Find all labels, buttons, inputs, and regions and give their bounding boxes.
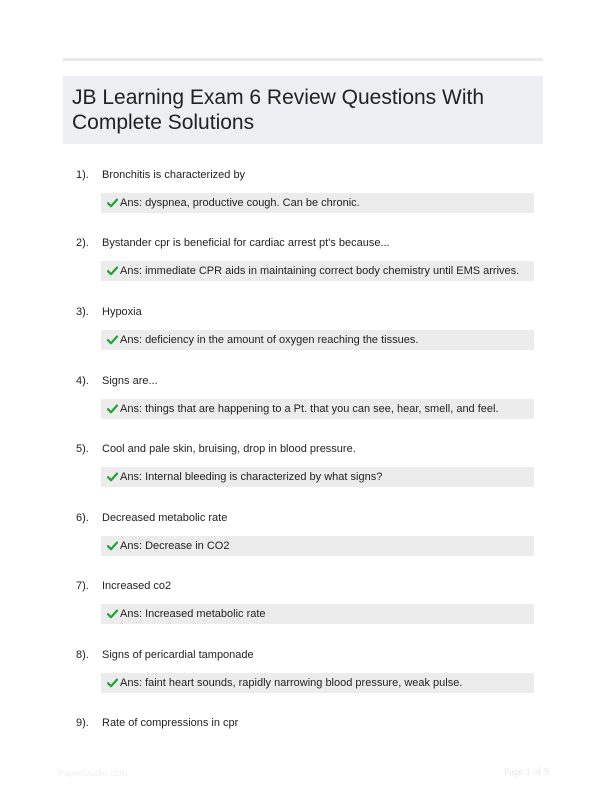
answer-box-6: [101, 536, 534, 556]
question-number: 4).: [76, 375, 89, 387]
check-icon: [107, 541, 118, 551]
answer-box-4: [101, 399, 534, 419]
question-number: 8).: [76, 649, 89, 661]
check-icon: [107, 335, 118, 345]
answer-box-2: [101, 261, 534, 281]
question-item-3: [0, 305, 606, 325]
answer-box-5: [101, 467, 534, 487]
question-item-1: [0, 168, 606, 188]
question-item-4: [0, 374, 606, 394]
answer-box-7: [101, 604, 534, 624]
question-item-2: [0, 236, 606, 256]
check-icon: [107, 609, 118, 619]
question-text: Hypoxia: [102, 306, 142, 318]
check-icon: [107, 198, 118, 208]
question-item-8: [0, 648, 606, 668]
question-item-9: [0, 716, 606, 736]
question-number: 1).: [76, 169, 89, 181]
title-banner: [63, 76, 543, 144]
question-number: 5).: [76, 443, 89, 455]
check-icon: [107, 404, 118, 414]
answer-box-3: [101, 330, 534, 350]
question-text: Bronchitis is characterized by: [102, 169, 246, 181]
answer-box-1: [101, 193, 534, 213]
question-number: 3).: [76, 306, 89, 318]
question-number: 6).: [76, 512, 89, 524]
question-text: Cool and pale skin, bruising, drop in blood pressure.: [102, 443, 356, 455]
answer-text: Ans: dyspnea, productive cough. Can be chronic.: [120, 197, 360, 209]
answer-box-8: [101, 673, 534, 693]
question-text: Rate of compressions in cpr: [102, 717, 239, 729]
check-icon: [107, 266, 118, 276]
question-text: Signs of pericardial tamponade: [102, 649, 254, 661]
question-item-6: [0, 511, 606, 531]
check-icon: [107, 678, 118, 688]
question-number: 2).: [76, 237, 89, 249]
answer-text: Ans: immediate CPR aids in maintaining correct body chemistry until EMS arrives.: [120, 265, 520, 277]
answer-text: Ans: Internal bleeding is characterized by what signs?: [120, 471, 383, 483]
page-number: Page 1 of 9: [503, 767, 549, 778]
answer-text: Ans: things that are happening to a Pt. that you can see, hear, smell, and feel.: [120, 403, 499, 415]
footer-watermark: PaperStudio.com: [58, 768, 128, 778]
answer-text: Ans: faint heart sounds, rapidly narrowing blood pressure, weak pulse.: [120, 677, 463, 689]
question-text: Decreased metabolic rate: [102, 512, 228, 524]
question-item-5: [0, 442, 606, 462]
question-number: 9).: [76, 717, 89, 729]
question-number: 7).: [76, 580, 89, 592]
question-text: Increased co2: [102, 580, 172, 592]
top-divider: [63, 58, 543, 61]
answer-text: Ans: deficiency in the amount of oxygen reaching the tissues.: [120, 334, 419, 346]
question-text: Signs are...: [102, 375, 158, 387]
page-title: JB Learning Exam 6 Review Questions With Complete Solutions: [72, 86, 485, 134]
answer-text: Ans: Decrease in CO2: [120, 540, 230, 552]
question-item-7: [0, 579, 606, 599]
question-text: Bystander cpr is beneficial for cardiac arrest pt's because...: [102, 237, 390, 249]
answer-text: Ans: Increased metabolic rate: [120, 608, 266, 620]
check-icon: [107, 472, 118, 482]
